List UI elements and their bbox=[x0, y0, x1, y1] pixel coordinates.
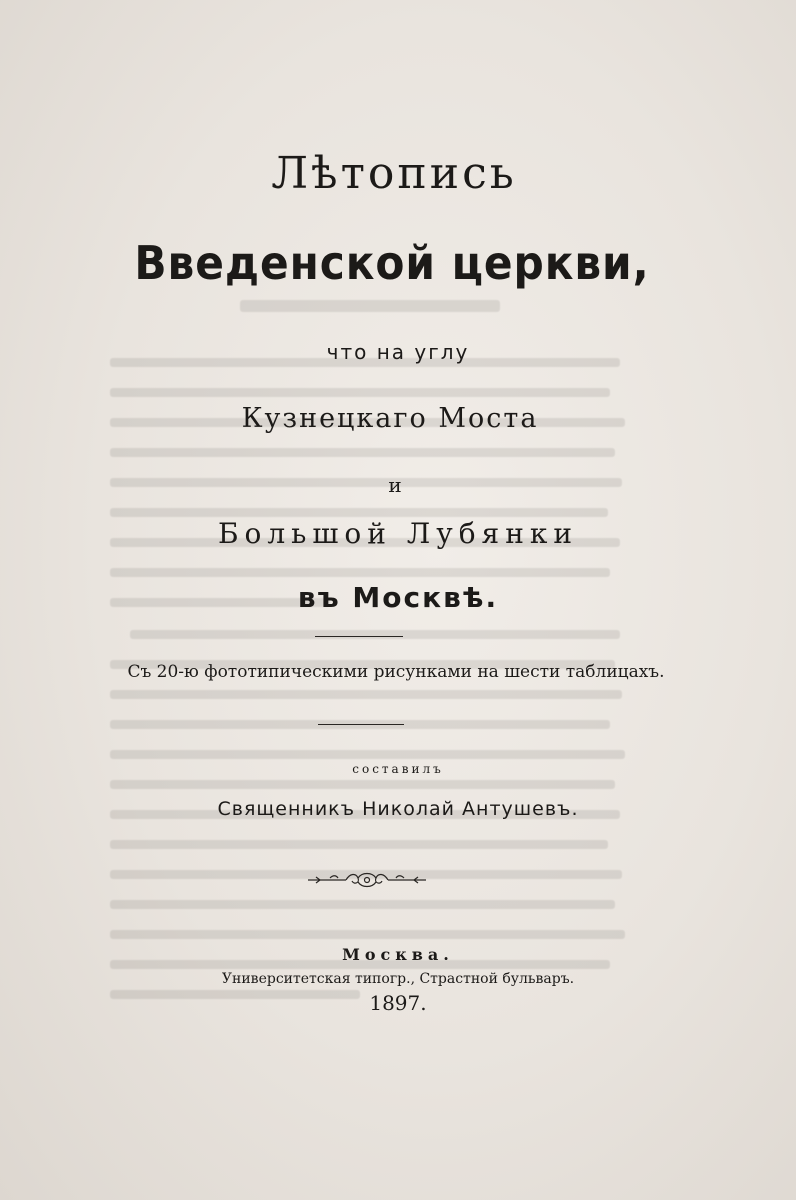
illustrations-note: Съ 20-ю фототипическими рисунками на шести таблицахъ. bbox=[127, 662, 665, 682]
publication-city: Москва. bbox=[342, 945, 454, 964]
title-line-and: и bbox=[388, 473, 402, 497]
title-line-kuznetsky-most: Кузнецкаго Моста bbox=[241, 403, 539, 434]
title-line-chronicle: Лѣтопись bbox=[271, 148, 517, 199]
divider-rule bbox=[318, 724, 404, 725]
title-line-church: Введенской церкви, bbox=[134, 236, 650, 290]
author-name: Священникъ Николай Антушевъ. bbox=[217, 798, 579, 820]
compiled-by-label: составилъ bbox=[352, 762, 444, 776]
publication-year: 1897. bbox=[369, 991, 427, 1015]
title-line-moscow: въ Москвѣ. bbox=[297, 581, 499, 614]
title-line-at-corner: что на углу bbox=[326, 340, 470, 364]
ornament-flourish-icon bbox=[306, 869, 428, 891]
divider-rule bbox=[315, 636, 403, 637]
title-line-lubyanka: Большой Лубянки bbox=[217, 517, 579, 550]
printer-imprint: Университетская типогр., Страстной бульваръ. bbox=[221, 971, 575, 987]
